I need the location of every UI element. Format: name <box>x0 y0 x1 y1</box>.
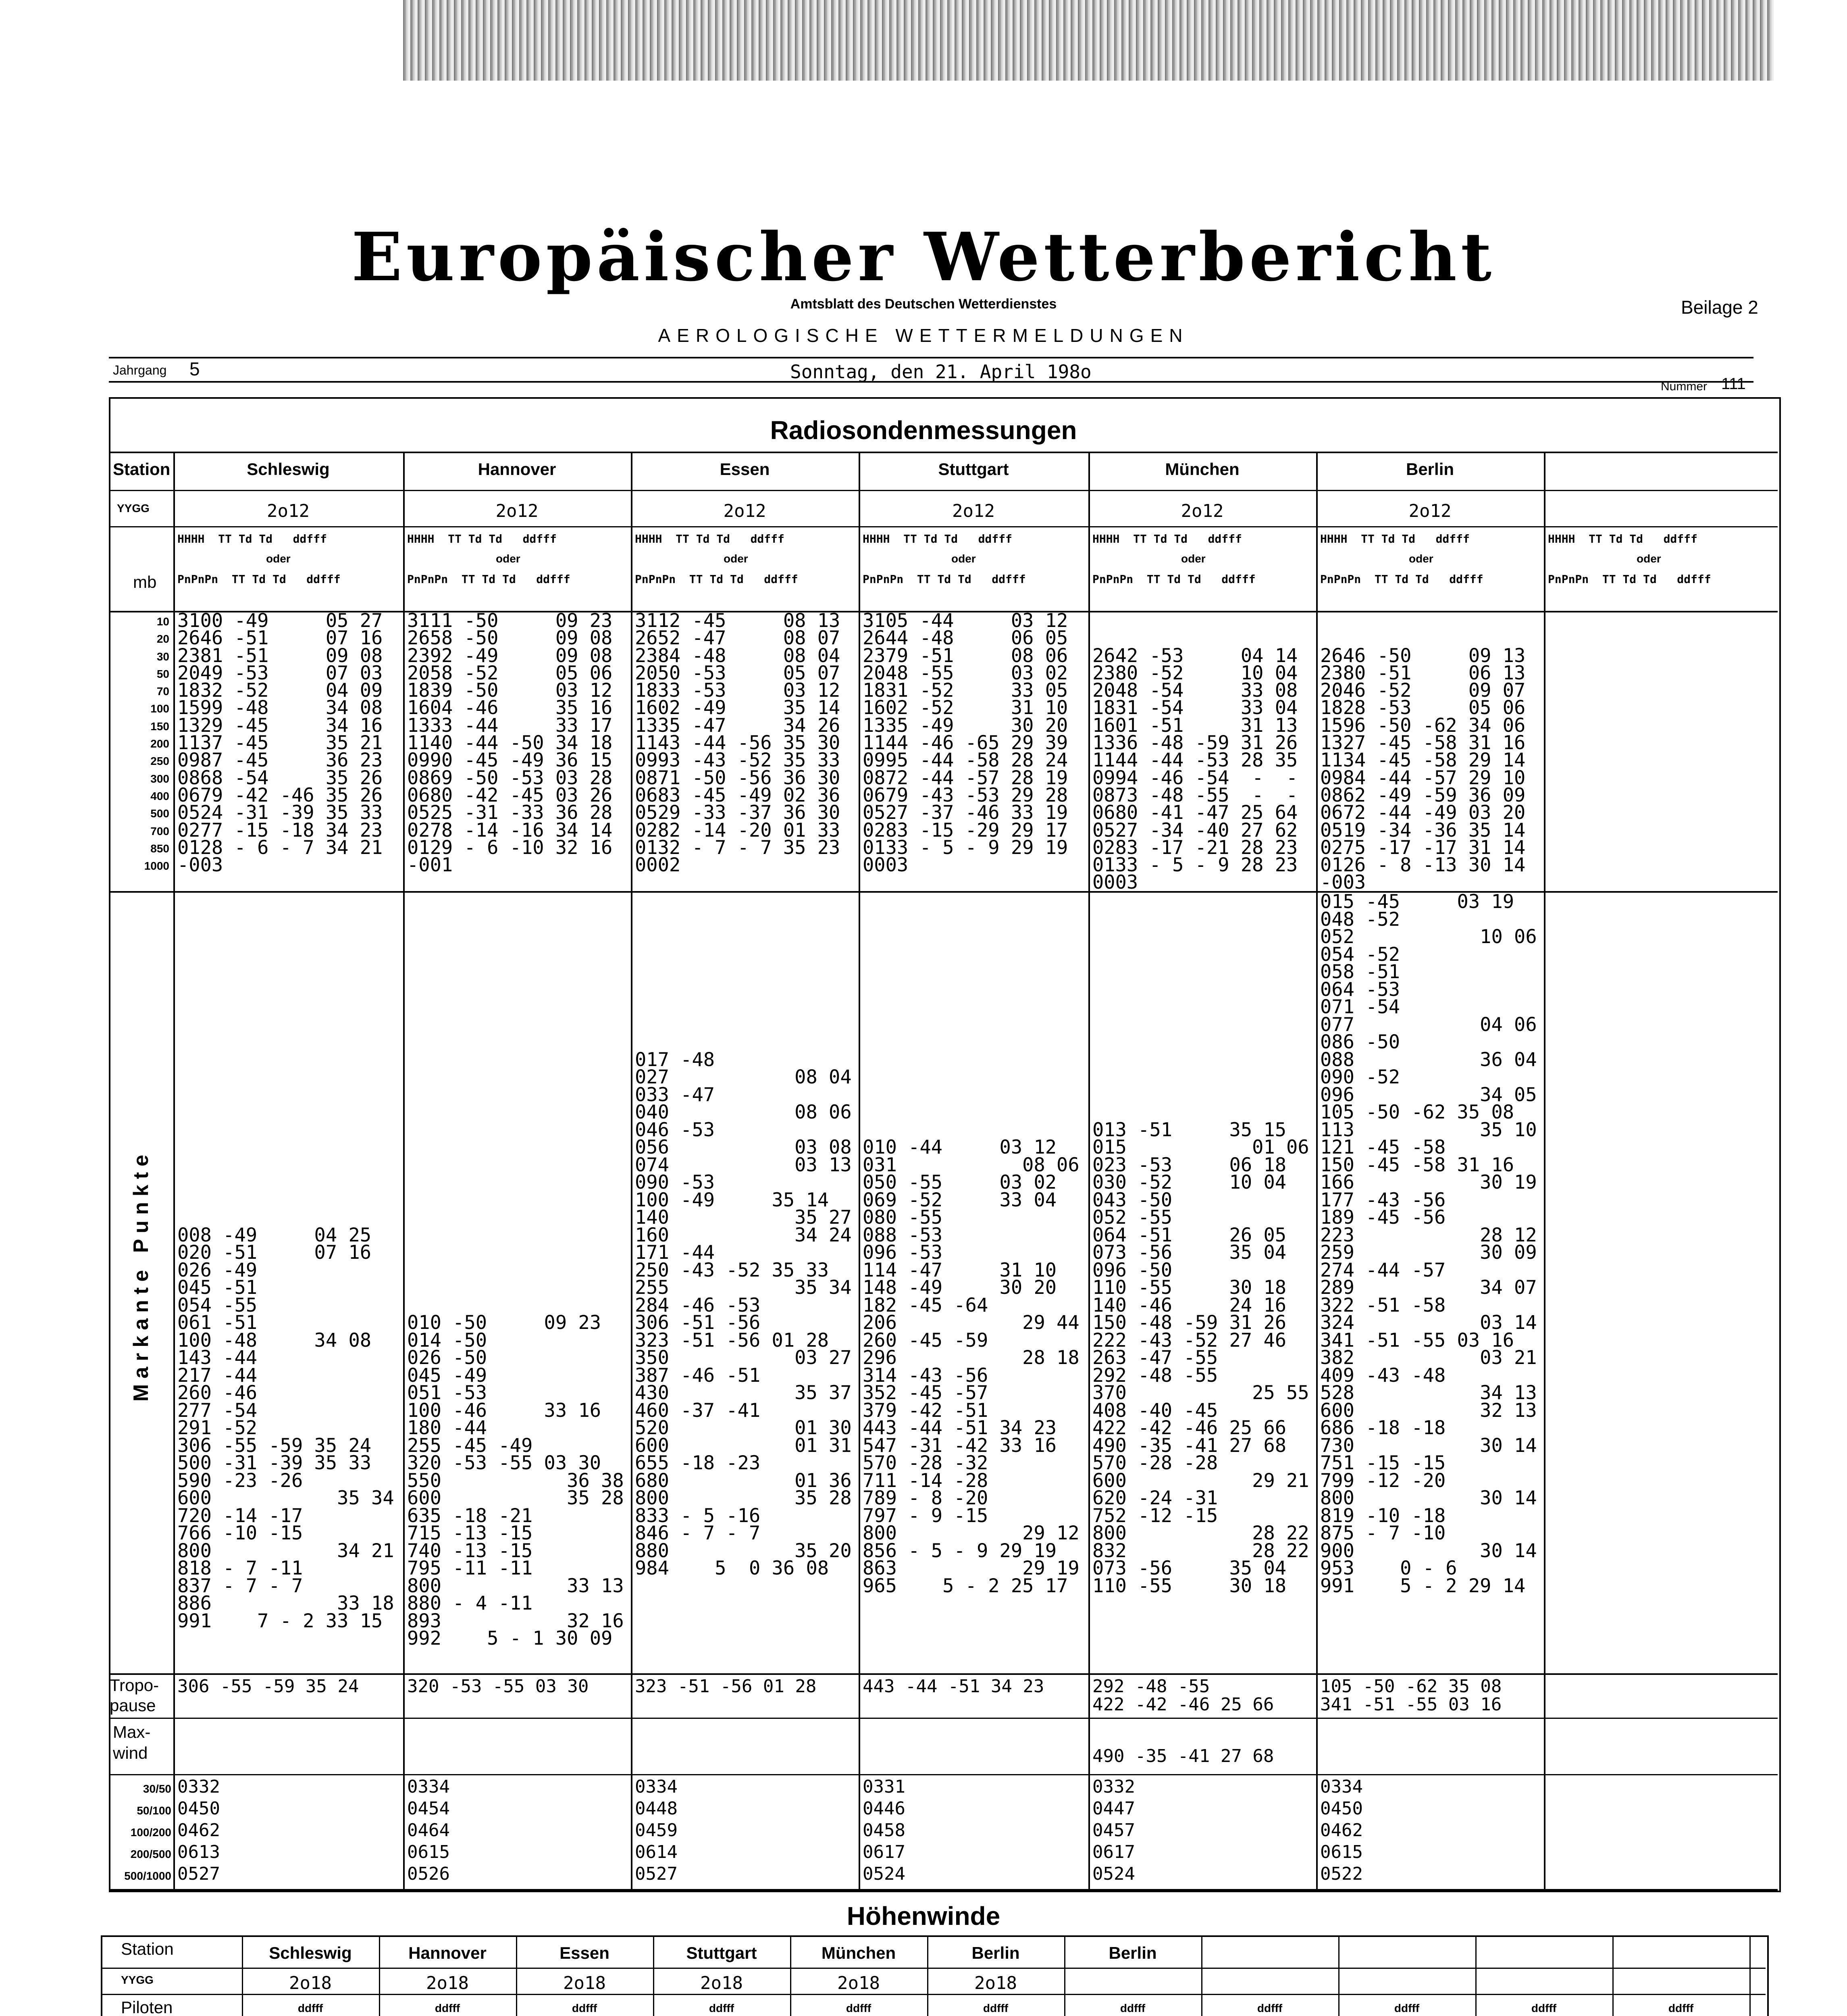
std-levels-5: 2646 -50 09 13 2380 -51 06 13 2046 -52 09 07 1828 -53 05 06 1596 -50 -62 34 06 1327 -45 -58 31 16 1134 -45 -58 29 14 0984 -44 -57 29 10 0862 -49 -59 36 09 0672 -44 -49 03 20 0519 -34 -36 35 14 0275 -17 -17 31 14 0126 - 8 -13 30 14 -003 <box>1320 644 1526 894</box>
wind-ddfff-6: ddfff <box>1120 2002 1146 2014</box>
wind-ddfff-9: ddfff <box>1531 2002 1557 2014</box>
col-hdr1-4: HHHH TT Td Td ddfff <box>1092 532 1242 546</box>
rule-date <box>109 381 1753 383</box>
std-levels-1: 3111 -50 09 23 2658 -50 09 08 2392 -49 09 08 2058 -52 05 06 1839 -50 03 12 1604 -46 35 16 1333 -44 33 17 1140 -44 -50 34 18 0990 -45 -49 36 15 0869 -50 -53 03 28 0680 -42 -45 03 26 0525 -31 -33 36 28 0278 -14 -16 34 14 0129 - 6 -10 32 16 -001 <box>407 610 613 877</box>
wind-ddfff-2: ddfff <box>572 2002 597 2014</box>
thickness-1: 0334 0454 0464 0615 0526 <box>407 1776 450 1884</box>
level-500: 500 <box>150 807 169 820</box>
col-oder-6: oder <box>1637 552 1661 565</box>
markante-punkte-1: 010 -50 09 23 014 -50 026 -50 045 -49 051 -53 100 -46 33 16 180 -44 255 -45 -49 320 -53 -55 03 30 550 36 38 600 35 28 635 -18 -21 715 -13 -15 740 -13 -15 795 -11 -11 800 33 13 880 - 4 -11 893 32 16 992 5 - 1 30 09 <box>407 1312 624 1649</box>
station-name-2: Essen <box>720 460 770 479</box>
wind-yygg-2: 2o18 <box>563 1973 606 1993</box>
col-hdr2-6: PnPnPn TT Td Td ddfff <box>1548 573 1711 586</box>
wind-station-4: München <box>821 1943 896 1962</box>
tropopause-label: Tropo-pause <box>110 1676 159 1715</box>
wind-ddfff-5: ddfff <box>983 2002 1009 2014</box>
level-50: 50 <box>156 667 169 680</box>
wind-ddfff-3: ddfff <box>709 2002 734 2014</box>
level-20: 20 <box>156 633 169 646</box>
wind-ddfff-7: ddfff <box>1257 2002 1283 2014</box>
piloten-label: Piloten <box>121 1998 173 2016</box>
level-850: 850 <box>150 842 169 855</box>
station-name-5: Berlin <box>1406 460 1454 479</box>
nummer-value: 111 <box>1721 375 1746 393</box>
rule-top <box>109 357 1753 358</box>
maxwind-4: 490 -35 -41 27 68 <box>1092 1746 1274 1766</box>
std-levels-3: 3105 -44 03 12 2644 -48 06 05 2379 -51 08 06 2048 -55 03 02 1831 -52 33 05 1602 -52 31 10 1335 -49 30 20 1144 -46 -65 29 39 0995 -44 -58 28 24 0872 -44 -57 28 19 0679 -43 -53 29 28 0527 -37 -46 33 19 0283 -15 -29 29 17 0133 - 5 - 9 29 19 0003 <box>863 610 1068 877</box>
jahrgang-label: Jahrgang <box>113 363 167 377</box>
wind-ddfff-8: ddfff <box>1394 2002 1420 2014</box>
station-name-1: Hannover <box>478 460 556 479</box>
thickness-0: 0332 0450 0462 0613 0527 <box>177 1776 220 1884</box>
col-hdr1-3: HHHH TT Td Td ddfff <box>863 532 1012 546</box>
wind-station-6: Berlin <box>1109 1943 1157 1962</box>
wind-yygg-5: 2o18 <box>974 1973 1017 1993</box>
tropopause-4: 292 -48 -55 422 -42 -46 25 66 <box>1092 1676 1274 1715</box>
thickness-5: 0334 0450 0462 0615 0522 <box>1320 1776 1363 1884</box>
markante-punkte-label: Markante Punkte <box>129 1149 153 1402</box>
std-levels-2: 3112 -45 08 13 2652 -47 08 07 2384 -48 08 04 2050 -53 05 07 1833 -53 03 12 1602 -49 35 14 1335 -47 34 26 1143 -44 -56 35 30 0993 -43 -52 35 33 0871 -50 -56 36 30 0683 -45 -49 02 36 0529 -33 -37 36 30 0282 -14 -20 01 33 0132 - 7 - 7 35 23 0002 <box>635 610 840 877</box>
wind-yygg-1: 2o18 <box>426 1973 469 1993</box>
station-name-4: München <box>1165 460 1240 479</box>
markante-punkte-0: 008 -49 04 25 020 -51 07 16 026 -49 045 -51 054 -55 061 -51 100 -48 34 08 143 -44 217 -44 260 -46 277 -54 291 -52 306 -55 -59 35 24 500 -31 -39 35 33 590 -23 -26 600 35 34 720 -14 -17 766 -10 -15 800 34 21 818 - 7 -11 837 - 7 - 7 886 33 18 991 7 - 2 33 15 <box>177 1224 394 1632</box>
level-700: 700 <box>150 825 169 837</box>
col-hdr1-5: HHHH TT Td Td ddfff <box>1320 532 1470 546</box>
wind-ddfff-1: ddfff <box>435 2002 460 2014</box>
level-200: 200 <box>150 737 169 750</box>
col-hdr2-2: PnPnPn TT Td Td ddfff <box>635 573 798 586</box>
level-1000: 1000 <box>144 860 169 873</box>
level-150: 150 <box>150 720 169 733</box>
wind-yygg-0: 2o18 <box>289 1973 332 1993</box>
level-100: 100 <box>150 702 169 715</box>
markante-punkte-4: 013 -51 35 15 015 01 06 023 -53 06 18 030 -52 10 04 043 -50 052 -55 064 -51 26 05 073 -56 35 04 096 -50 110 -55 30 18 140 -46 24 16 150 -48 -59 31 26 222 -43 -52 27 46 263 -47 -55 292 -48 -55 370 25 55 408 -40 -45 422 -42 -46 25 66 490 -35 -41 27 68 570 -28 -28 600 29 21 620 -24 -31 752 -12 -15 800 28 22 832 28 22 073 -56 35 04 110 -55 30 18 <box>1092 1118 1309 1597</box>
col-hdr2-3: PnPnPn TT Td Td ddfff <box>863 573 1026 586</box>
col-oder-4: oder <box>1181 552 1206 565</box>
station-label: Station <box>113 460 171 479</box>
tropopause-2: 323 -51 -56 01 28 <box>635 1676 817 1697</box>
thickness-3: 0331 0446 0458 0617 0524 <box>863 1776 905 1884</box>
col-oder-1: oder <box>496 552 520 565</box>
wind-ddfff-4: ddfff <box>846 2002 872 2014</box>
markante-punkte-5: 015 -45 03 19 048 -52 052 10 06 054 -52 058 -51 064 -53 071 -54 077 04 06 086 -50 088 36 04 090 -52 096 34 05 105 -50 -62 35 08 113 35 10 121 -45 -58 150 -45 -58 31 16 166 30 19 177 -43 -56 189 -45 -56 223 28 12 259 30 09 274 -44 -57 289 34 07 322 -51 -58 324 03 14 341 -51 -55 03 16 382 03 21 409 -43 -48 528 34 13 600 32 13 686 -18 -18 730 30 14 751 -15 -15 799 -12 -20 800 30 14 819 -10 -18 875 - 7 -10 900 30 14 953 0 - 6 991 5 - 2 29 14 <box>1320 891 1537 1597</box>
std-levels-0: 3100 -49 05 27 2646 -51 07 16 2381 -51 09 08 2049 -53 07 03 1832 -52 04 09 1599 -48 34 08 1329 -45 34 16 1137 -45 35 21 0987 -45 36 23 0868 -54 35 26 0679 -42 -46 35 26 0524 -31 -39 35 33 0277 -15 -18 34 23 0128 - 6 - 7 34 21 -003 <box>177 610 383 877</box>
col-hdr2-5: PnPnPn TT Td Td ddfff <box>1320 573 1483 586</box>
col-hdr2-0: PnPnPn TT Td Td ddfff <box>177 573 341 586</box>
wind-yygg-3: 2o18 <box>700 1973 743 1993</box>
tropopause-1: 320 -53 -55 03 30 <box>407 1676 589 1697</box>
mb-label: mb <box>133 573 157 591</box>
wind-station-1: Hannover <box>408 1943 487 1962</box>
level-300: 300 <box>150 772 169 785</box>
col-hdr2-4: PnPnPn TT Td Td ddfff <box>1092 573 1256 586</box>
col-hdr1-1: HHHH TT Td Td ddfff <box>407 532 557 546</box>
subtitle: Amtsblatt des Deutschen Wetterdienstes <box>790 296 1057 312</box>
wind-ddfff-10: ddfff <box>1668 2002 1694 2014</box>
page-title: Europäischer Wetterbericht <box>351 218 1496 296</box>
level-list <box>121 613 169 875</box>
winds-title: Höhenwinde <box>847 1901 1000 1931</box>
col-hdr1-2: HHHH TT Td Td ddfff <box>635 532 784 546</box>
level-400: 400 <box>150 789 169 802</box>
level-10: 10 <box>156 615 169 628</box>
level-250: 250 <box>150 755 169 768</box>
level-70: 70 <box>156 685 169 698</box>
station-yygg-4: 2o12 <box>1181 501 1224 521</box>
col-hdr1-0: HHHH TT Td Td ddfff <box>177 532 327 546</box>
beilage-label: Beilage 2 <box>1681 297 1758 318</box>
scan-noise <box>403 0 1774 81</box>
winds-station-label: Station <box>121 1939 174 1958</box>
markante-punkte-3: 010 -44 03 12 031 08 06 050 -55 03 02 069 -52 33 04 080 -55 088 -53 096 -53 114 -47 31 10 148 -49 30 20 182 -45 -64 206 29 44 260 -45 -59 296 28 18 314 -43 -56 352 -45 -57 379 -42 -51 443 -44 -51 34 23 547 -31 -42 33 16 570 -28 -32 711 -14 -28 789 - 8 -20 797 - 9 -15 800 29 12 856 - 5 - 9 29 19 863 29 19 965 5 - 2 25 17 <box>863 1136 1079 1597</box>
wind-station-3: Stuttgart <box>686 1943 757 1962</box>
col-hdr2-1: PnPnPn TT Td Td ddfff <box>407 573 570 586</box>
tropopause-5: 105 -50 -62 35 08 341 -51 -55 03 16 <box>1320 1676 1502 1715</box>
wind-station-2: Essen <box>560 1943 609 1962</box>
level-30: 30 <box>156 650 169 663</box>
col-oder-2: oder <box>724 552 748 565</box>
tropopause-0: 306 -55 -59 35 24 <box>177 1676 359 1697</box>
tropopause-3: 443 -44 -51 34 23 <box>863 1676 1044 1697</box>
station-name-3: Stuttgart <box>938 460 1009 479</box>
winds-yygg-label: YYGG <box>121 1974 154 1986</box>
col-hdr1-6: HHHH TT Td Td ddfff <box>1548 532 1697 546</box>
issue-date: Sonntag, den 21. April 198o <box>790 361 1092 383</box>
station-yygg-5: 2o12 <box>1408 501 1452 521</box>
yygg-label: YYGG <box>117 502 150 514</box>
station-yygg-3: 2o12 <box>952 501 995 521</box>
markante-punkte-2: 017 -48 027 08 04 033 -47 040 08 06 046 -53 056 03 08 074 03 13 090 -53 100 -49 35 14 140 35 27 160 34 24 171 -44 250 -43 -52 35 33 255 35 34 284 -46 -53 306 -51 -56 323 -51 -56 01 28 350 03 27 387 -46 -51 430 35 37 460 -37 -41 520 01 30 600 01 31 655 -18 -23 680 01 36 800 35 28 833 - 5 -16 846 - 7 - 7 880 35 20 984 5 0 36 08 <box>635 1048 852 1579</box>
jahrgang-value: 5 <box>189 358 200 379</box>
col-oder-3: oder <box>951 552 976 565</box>
station-yygg-0: 2o12 <box>267 501 310 521</box>
col-oder-5: oder <box>1409 552 1433 565</box>
wind-station-5: Berlin <box>971 1943 1020 1962</box>
thickness-2: 0334 0448 0459 0614 0527 <box>635 1776 678 1884</box>
nummer-label: Nummer <box>1661 380 1708 393</box>
radiosonde-title: Radiosondenmessungen <box>770 416 1077 445</box>
station-yygg-2: 2o12 <box>723 501 766 521</box>
maxwind-label: Max-wind <box>113 1722 151 1762</box>
section-title: AEROLOGISCHE WETTERMELDUNGEN <box>658 325 1189 346</box>
wind-ddfff-0: ddfff <box>297 2002 323 2014</box>
thickness-4: 0332 0447 0457 0617 0524 <box>1092 1776 1135 1884</box>
col-oder-0: oder <box>266 552 291 565</box>
station-name-0: Schleswig <box>247 460 330 479</box>
wind-yygg-4: 2o18 <box>837 1973 880 1993</box>
std-levels-4: 2642 -53 04 14 2380 -52 10 04 2048 -54 33 08 1831 -54 33 04 1601 -51 31 13 1336 -48 -59 31 26 1144 -44 -53 28 35 0994 -46 -54 - - 0873 -48 -55 - - 0680 -41 -47 25 64 0527 -34 -40 27 62 0283 -17 -21 28 23 0133 - 5 - 9 28 23 0003 <box>1092 644 1298 894</box>
station-yygg-1: 2o12 <box>495 501 539 521</box>
wind-station-0: Schleswig <box>269 1943 352 1962</box>
thickness-level-list: 30/50 50/100 100/200 200/500 500/1000 <box>124 1783 171 1882</box>
